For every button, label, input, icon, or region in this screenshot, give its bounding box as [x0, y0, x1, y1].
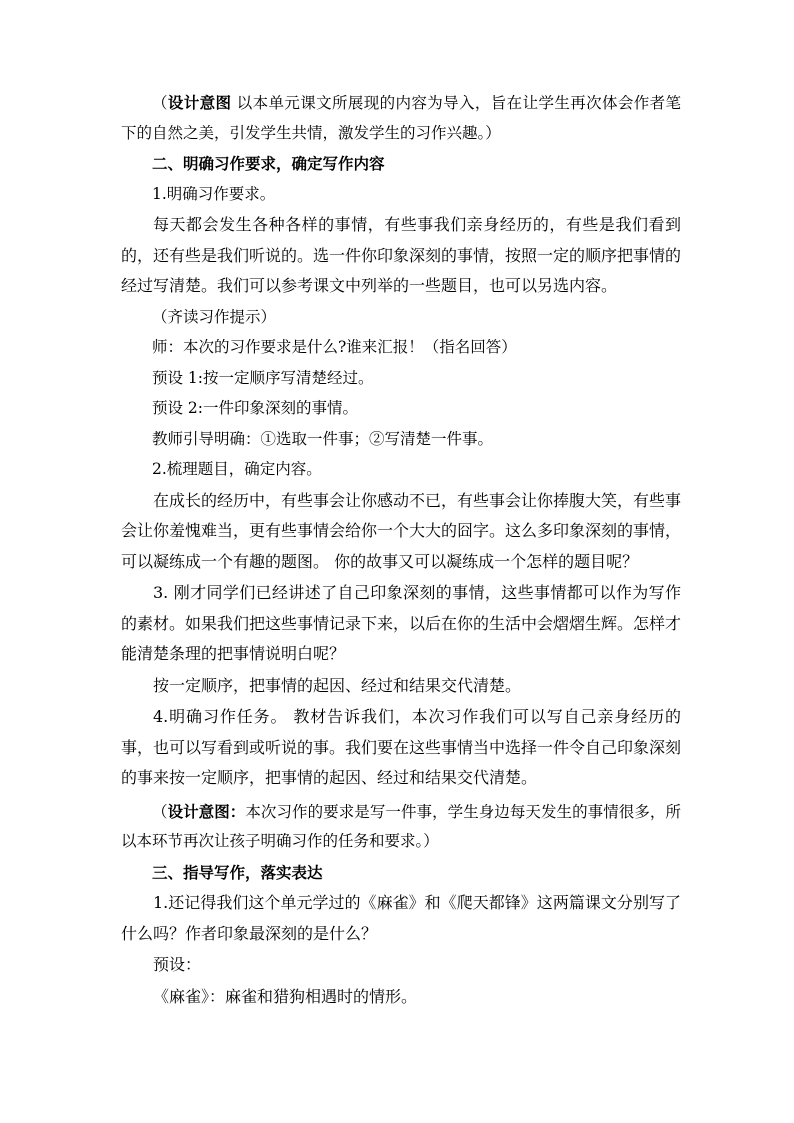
teacher-question: 师：本次的习作要求是什么?谁来汇报！（指名回答）: [152, 338, 517, 356]
design-intent-2-open: （: [152, 802, 168, 821]
item-4-paragraph: 4.明确习作任务。 教材告诉我们，本次习作我们可以写自己亲身经历的事，也可以写看到或听说的事。我们要在这些事情当中选择一件令自己印象深刻的事来按一定顺序，把事情的起因、经过和结果交代清楚。: [121, 707, 682, 787]
growth-paragraph: 在成长的经历中，有些事会让你感动不已，有些事会让你捧腹大笑，有些事会让你羞愧难当，更有些事情会给你一个大大的囧字。这么多印象深刻的事情，可以凝练成一个有趣的题图。 你的故事又可以凝练成一个怎样的题目呢？: [121, 490, 682, 571]
order-paragraph: 按一定顺序，把事情的起因、经过和结果交代清楚。: [153, 675, 522, 695]
item-5-paragraph: 1.还记得我们这个单元学过的《麻雀》和《爬天都锋》这两篇课文分别写了什么吗？作者印象最深刻的是什么？: [121, 893, 681, 943]
teacher-guide: 教师引导明确：①选取一件事；②写清楚一件事。: [152, 429, 494, 448]
item-1-title: 1.明确习作要求。: [152, 184, 276, 203]
section-2-heading: 二、明确习作要求，确定写作内容: [152, 154, 385, 173]
design-intent-2-label: 设计意图：: [167, 801, 246, 821]
design-intent-label: 设计意图: [167, 93, 232, 112]
item-2-title: 2.梳理题目，确定内容。: [152, 460, 322, 478]
preset-maque: 《麻雀》：麻雀和猎狗相遇时的情形。: [153, 986, 418, 1006]
design-intent-paragraph-1: [121, 88, 681, 148]
design-intent-paragraph-2: [121, 797, 681, 857]
preset-label: 预设：: [153, 955, 202, 974]
requirement-paragraph: 每天都会发生各种各样的事情，有些事我们亲身经历的，有些是我们看到的，还有些是我们听说的。选一件你印象深刻的事情，按照一定的顺序把事情的经过写清楚。我们可以参考课文中列举的一些题目，也可以另选内容。: [121, 215, 682, 295]
preset-1: 预设 1:按一定顺序写清楚经过。: [152, 368, 374, 387]
preset-2: 预设 2:一件印象深刻的事情。: [152, 399, 359, 417]
design-intent-open: （: [152, 94, 168, 112]
document-page: [121, 88, 681, 1012]
item-3-paragraph: 3. 刚才同学们已经讲述了自己印象深刻的事情，这些事情都可以作为写作的素材。如果我们把这些事情记录下来，以后在你的生活中会熠熠生辉。怎样才能清楚条理的把事情说明白呢？: [121, 583, 682, 663]
design-intent-2-text: 本次习作的要求是写一件事，学生身边每天发生的事情很多，所以本环节再次让孩子明确习作的任务和要求。）: [121, 802, 681, 850]
section-3-heading: 三、指导写作，落实表达: [152, 862, 323, 882]
read-tip: （齐读习作提示）: [152, 307, 277, 326]
design-intent-text: 以本单元课文所展现的内容为导入，旨在让学生再次体会作者笔下的自然之美，引发学生共情，激发学生的习作兴趣。）: [121, 94, 681, 142]
